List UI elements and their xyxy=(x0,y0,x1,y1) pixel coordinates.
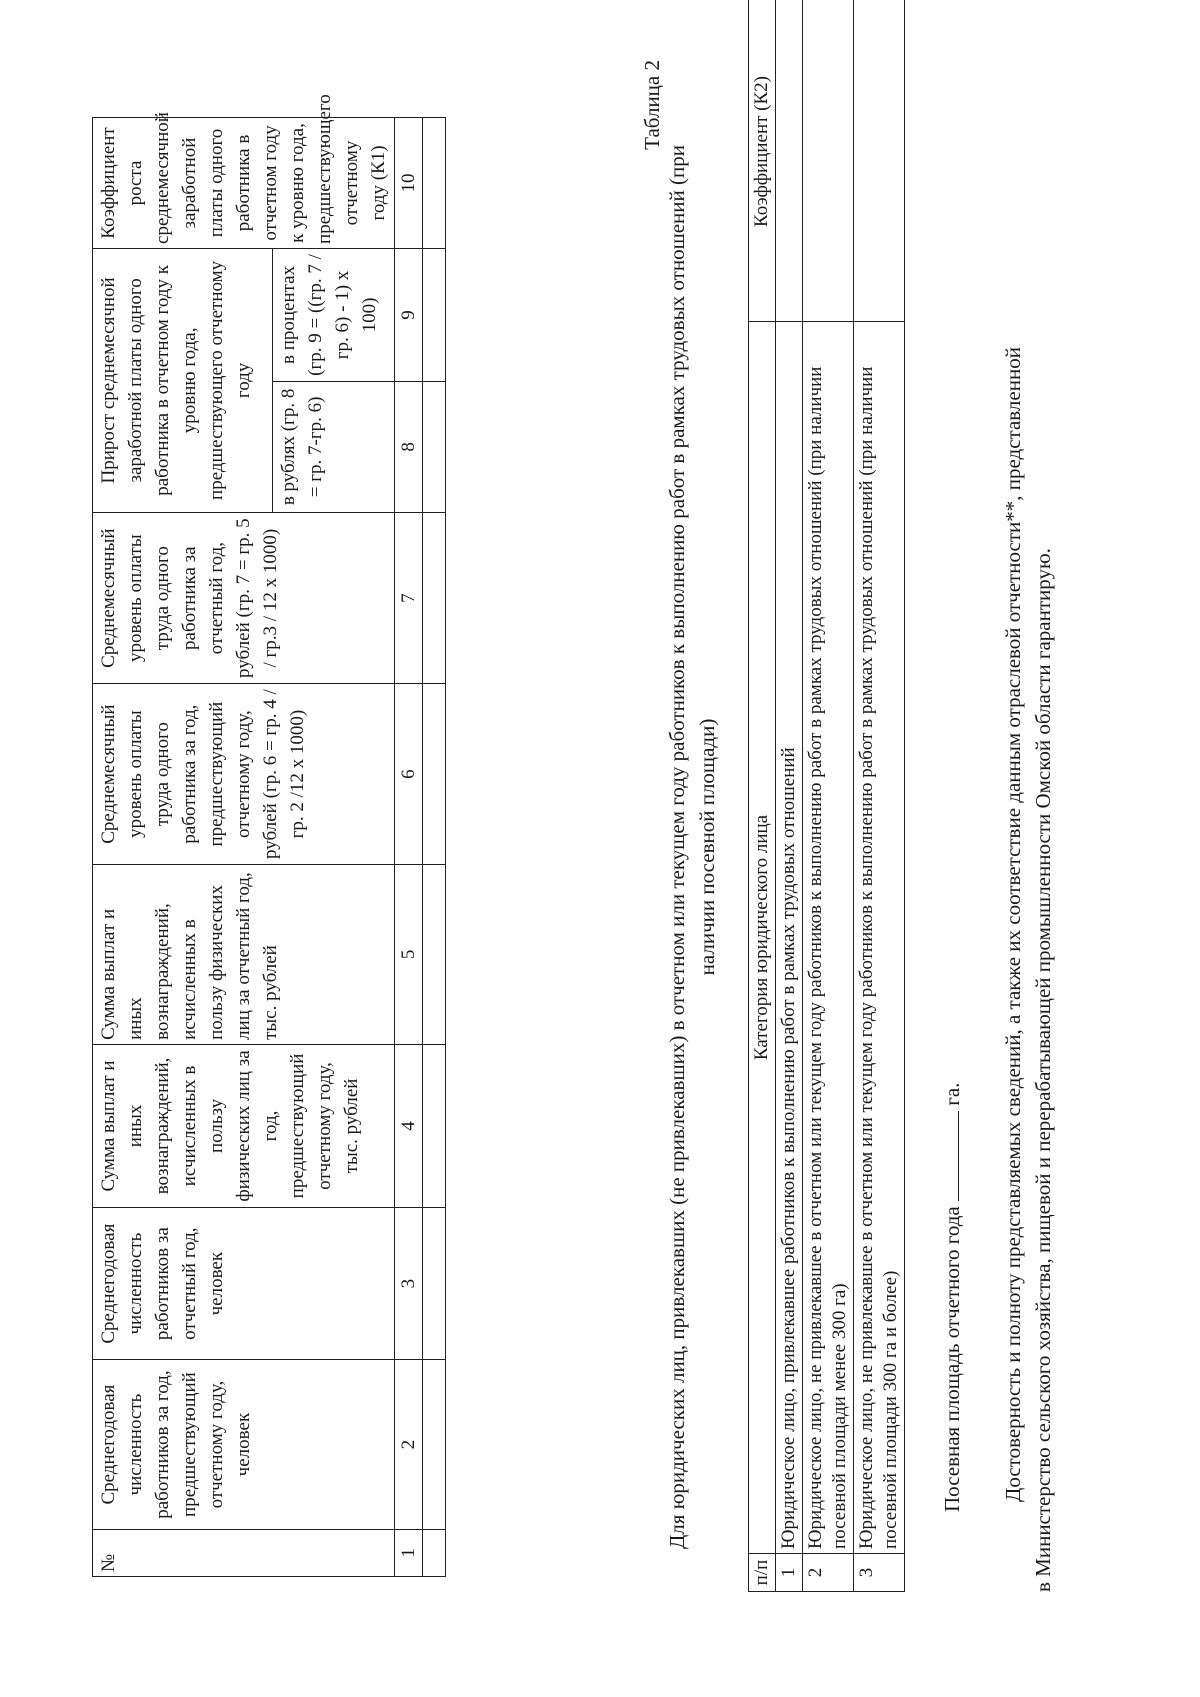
empty-cell[interactable] xyxy=(423,512,446,684)
table-row xyxy=(776,0,803,1592)
column-number: 9 xyxy=(395,248,423,381)
row-number: 2 xyxy=(803,1554,854,1592)
row-category: Юридическое лицо, привлекавшее работников к выполнению работ в рамках трудовых отношений xyxy=(776,322,803,1554)
table1-header-row xyxy=(93,118,273,1577)
header-col2: Среднегодовая численность работников за год, предшествующий отчетному году, человек xyxy=(93,1360,395,1530)
header-col7: Среднемесячный уровень оплаты труда одного работника за отчетный год, рублей (гр. 7 = гр. 5 / гр.3 / 12 x 1000) xyxy=(93,512,395,684)
wage-table xyxy=(92,94,446,1577)
column-number: 10 xyxy=(395,118,423,249)
table-row xyxy=(854,0,905,1592)
header-number: № xyxy=(93,1529,395,1576)
header-growth: Прирост среднемесячной заработной платы одного работника в отчетном году к уровню года, предшествующего отчетному году xyxy=(93,248,273,512)
column-number: 6 xyxy=(395,684,423,864)
header-coefficient: Коэффициент (К2) xyxy=(749,0,776,322)
column-number: 2 xyxy=(395,1360,423,1530)
row-coefficient[interactable] xyxy=(854,0,905,322)
sown-area-label: Посевная площадь отчетного года xyxy=(940,1206,964,1512)
header-col6: Среднемесячный уровень оплаты труда одного работника за год, предшествующий отчетному году, рублей (гр. 6 = гр. 4 / гр. 2 /12 x 1000) xyxy=(93,684,395,864)
header-category: Категория юридического лица xyxy=(749,322,776,1554)
empty-cell[interactable] xyxy=(423,1529,446,1576)
table1-number-row xyxy=(395,118,423,1577)
column-number: 5 xyxy=(395,864,423,1044)
empty-cell[interactable] xyxy=(423,248,446,381)
empty-cell[interactable] xyxy=(423,684,446,864)
table-row xyxy=(803,0,854,1592)
empty-cell[interactable] xyxy=(423,1360,446,1530)
note-line-2: в Министерство сельского хозяйства, пищевой и перерабатывающей промышленности Омской области гарантирую. xyxy=(1031,548,1055,1592)
header-col5: Сумма выплат и иных вознаграждений, исчисленных в пользу физических лиц за отчетный год, тыс. рублей xyxy=(93,864,395,1044)
empty-cell[interactable] xyxy=(423,118,446,249)
column-number: 4 xyxy=(395,1044,423,1207)
row-number: 3 xyxy=(854,1554,905,1592)
sown-area-field[interactable] xyxy=(940,1111,959,1201)
table2-title: Для юридических лиц, привлекавших (не привлекавших) в отчетном или текущем году работников к выполнению работ в рамках трудовых отношений (при наличии посевной площади) xyxy=(665,145,719,1550)
row-category: Юридическое лицо, не привлекавшее в отчетном или текущем году работников к выполнению работ в рамках трудовых отношений (при наличии посевной площади менее 300 га) xyxy=(803,322,854,1554)
header-col4: Сумма выплат и иных вознаграждений, исчисленных в пользу физических лиц за год, предшествующий отчетному году, тыс. рублей xyxy=(93,1044,395,1207)
certification-note xyxy=(998,92,1058,1592)
empty-cell[interactable] xyxy=(423,1044,446,1207)
header-col8: в рублях (гр. 8 = гр. 7-гр. 6) xyxy=(273,381,395,512)
table2-label: Таблица 2 xyxy=(640,60,664,150)
header-col10: Коэффициент роста среднемесячной заработной платы одного работника в отчетном году к уровню года, предшествующего отчетному году (К1) xyxy=(93,118,395,249)
row-number: 1 xyxy=(776,1554,803,1592)
empty-cell[interactable] xyxy=(423,381,446,512)
column-number: 3 xyxy=(395,1207,423,1359)
empty-cell[interactable] xyxy=(423,1207,446,1359)
row-category: Юридическое лицо, не привлекавшее в отчетном или текущем году работников к выполнению работ в рамках трудовых отношений (при наличии посевной площади 300 га и более) xyxy=(854,322,905,1554)
empty-cell[interactable] xyxy=(423,864,446,1044)
sown-area-line xyxy=(940,1083,965,1512)
row-coefficient[interactable] xyxy=(803,0,854,322)
column-number: 8 xyxy=(395,381,423,512)
column-number: 1 xyxy=(395,1529,423,1576)
sown-area-unit: га. xyxy=(940,1082,964,1106)
column-number: 7 xyxy=(395,512,423,684)
header-num: п/п xyxy=(749,1554,776,1592)
header-col9: в процентах (гр. 9 = ((гр. 7 / гр. 6) - 1) x 100) xyxy=(273,248,395,381)
header-col3: Среднегодовая численность работников за отчетный год, человек xyxy=(93,1207,395,1359)
table2-header-row xyxy=(749,0,776,1592)
row-coefficient[interactable] xyxy=(776,0,803,322)
table1-empty-row xyxy=(423,118,446,1577)
category-table xyxy=(748,0,905,1592)
note-line-1: Достоверность и полноту представляемых сведений, а также их соответствие данным отраслевой отчетности**, представленной xyxy=(1001,347,1025,1502)
